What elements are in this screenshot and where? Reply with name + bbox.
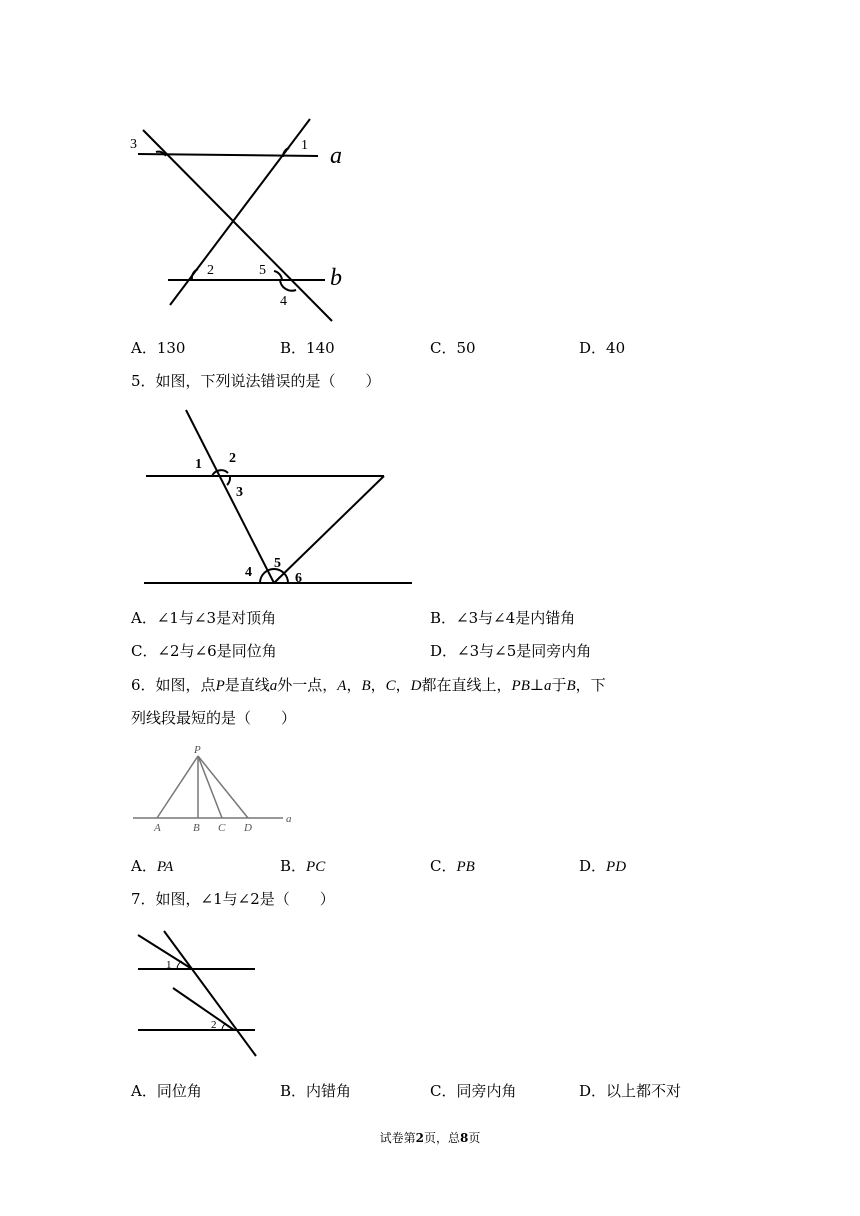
angle-4-label: 4 <box>280 294 287 309</box>
transversal <box>186 410 274 583</box>
angle-5-arc <box>274 271 282 280</box>
segment-pd <box>198 756 248 818</box>
transversal-left <box>143 130 332 321</box>
q7-option-b[interactable]: B．内错角 <box>280 1082 352 1100</box>
angle-3-label: 3 <box>130 137 137 152</box>
q6-stem-line2: 列线段最短的是（ ） <box>131 709 297 727</box>
angle-4-label: 4 <box>245 565 252 580</box>
q4-option-b[interactable]: B．140 <box>280 339 335 357</box>
angle-5-label: 5 <box>274 556 281 571</box>
q6-option-d[interactable]: D．PD <box>579 857 627 875</box>
segment-pc <box>198 756 222 818</box>
q6-option-b[interactable]: B．PC <box>280 857 326 875</box>
line-a-label: a <box>286 813 292 825</box>
q4-option-a[interactable]: A．130 <box>131 339 186 357</box>
angle-5-label: 5 <box>259 263 266 278</box>
angle-2-label: 2 <box>211 1019 217 1031</box>
q6-figure <box>125 742 305 834</box>
line-a-label: a <box>330 143 342 169</box>
line-b-label: b <box>330 265 342 291</box>
angle-3-label: 3 <box>236 485 243 500</box>
page-footer: 试卷第2页，总8页 <box>379 1131 481 1145</box>
point-d-label: D <box>244 822 252 834</box>
point-a-label: A <box>154 822 161 834</box>
point-b-label: B <box>193 822 200 834</box>
q7-option-a[interactable]: A．同位角 <box>131 1082 202 1100</box>
q4-figure <box>120 115 360 330</box>
slant-line <box>274 476 384 583</box>
q6-stem-line1: 6．如图，点P是直线a外一点，A，B，C，D都在直线上，PB⊥a于B，下 <box>131 676 606 694</box>
q6-option-c[interactable]: C．PB <box>430 857 475 875</box>
q7-figure <box>130 925 265 1060</box>
q5-option-b[interactable]: B．∠3与∠4是内错角 <box>430 609 576 627</box>
total-pages: 8 <box>460 1131 469 1145</box>
q6-number: 6． <box>131 676 156 694</box>
angle-1-label: 1 <box>301 138 308 153</box>
point-p-label: P <box>194 744 201 756</box>
q7-option-c[interactable]: C．同旁内角 <box>430 1082 517 1100</box>
q7-option-d[interactable]: D．以上都不对 <box>579 1082 682 1100</box>
angle-3-arc <box>227 477 230 485</box>
q5-number: 5． <box>131 372 156 390</box>
q5-stem <box>131 371 381 391</box>
q7-stem <box>131 889 335 909</box>
q7-number: 7． <box>131 890 156 908</box>
q4-option-c[interactable]: C．50 <box>430 339 476 357</box>
page-number: 2 <box>415 1131 424 1145</box>
angle-2-label: 2 <box>207 263 214 278</box>
line-steep <box>164 931 256 1056</box>
angle-6-label: 6 <box>295 571 302 586</box>
q5-stem-text: 如图，下列说法错误的是（ ） <box>155 372 381 390</box>
line-shallow-top <box>138 935 192 969</box>
q4-option-d[interactable]: D．40 <box>579 339 626 357</box>
q5-figure <box>140 405 420 590</box>
angle-1-label: 1 <box>166 959 172 971</box>
point-c-label: C <box>218 822 226 834</box>
q6-option-a[interactable]: A．PA <box>131 857 174 875</box>
angle-2-label: 2 <box>229 451 236 466</box>
q5-option-c[interactable]: C．∠2与∠6是同位角 <box>131 642 277 660</box>
q5-option-d[interactable]: D．∠3与∠5是同旁内角 <box>430 642 592 660</box>
q7-stem-text: 如图，∠1与∠2是（ ） <box>155 890 335 908</box>
segment-pa <box>157 756 198 818</box>
angle-1-label: 1 <box>195 457 202 472</box>
q5-option-a[interactable]: A．∠1与∠3是对顶角 <box>131 609 277 627</box>
